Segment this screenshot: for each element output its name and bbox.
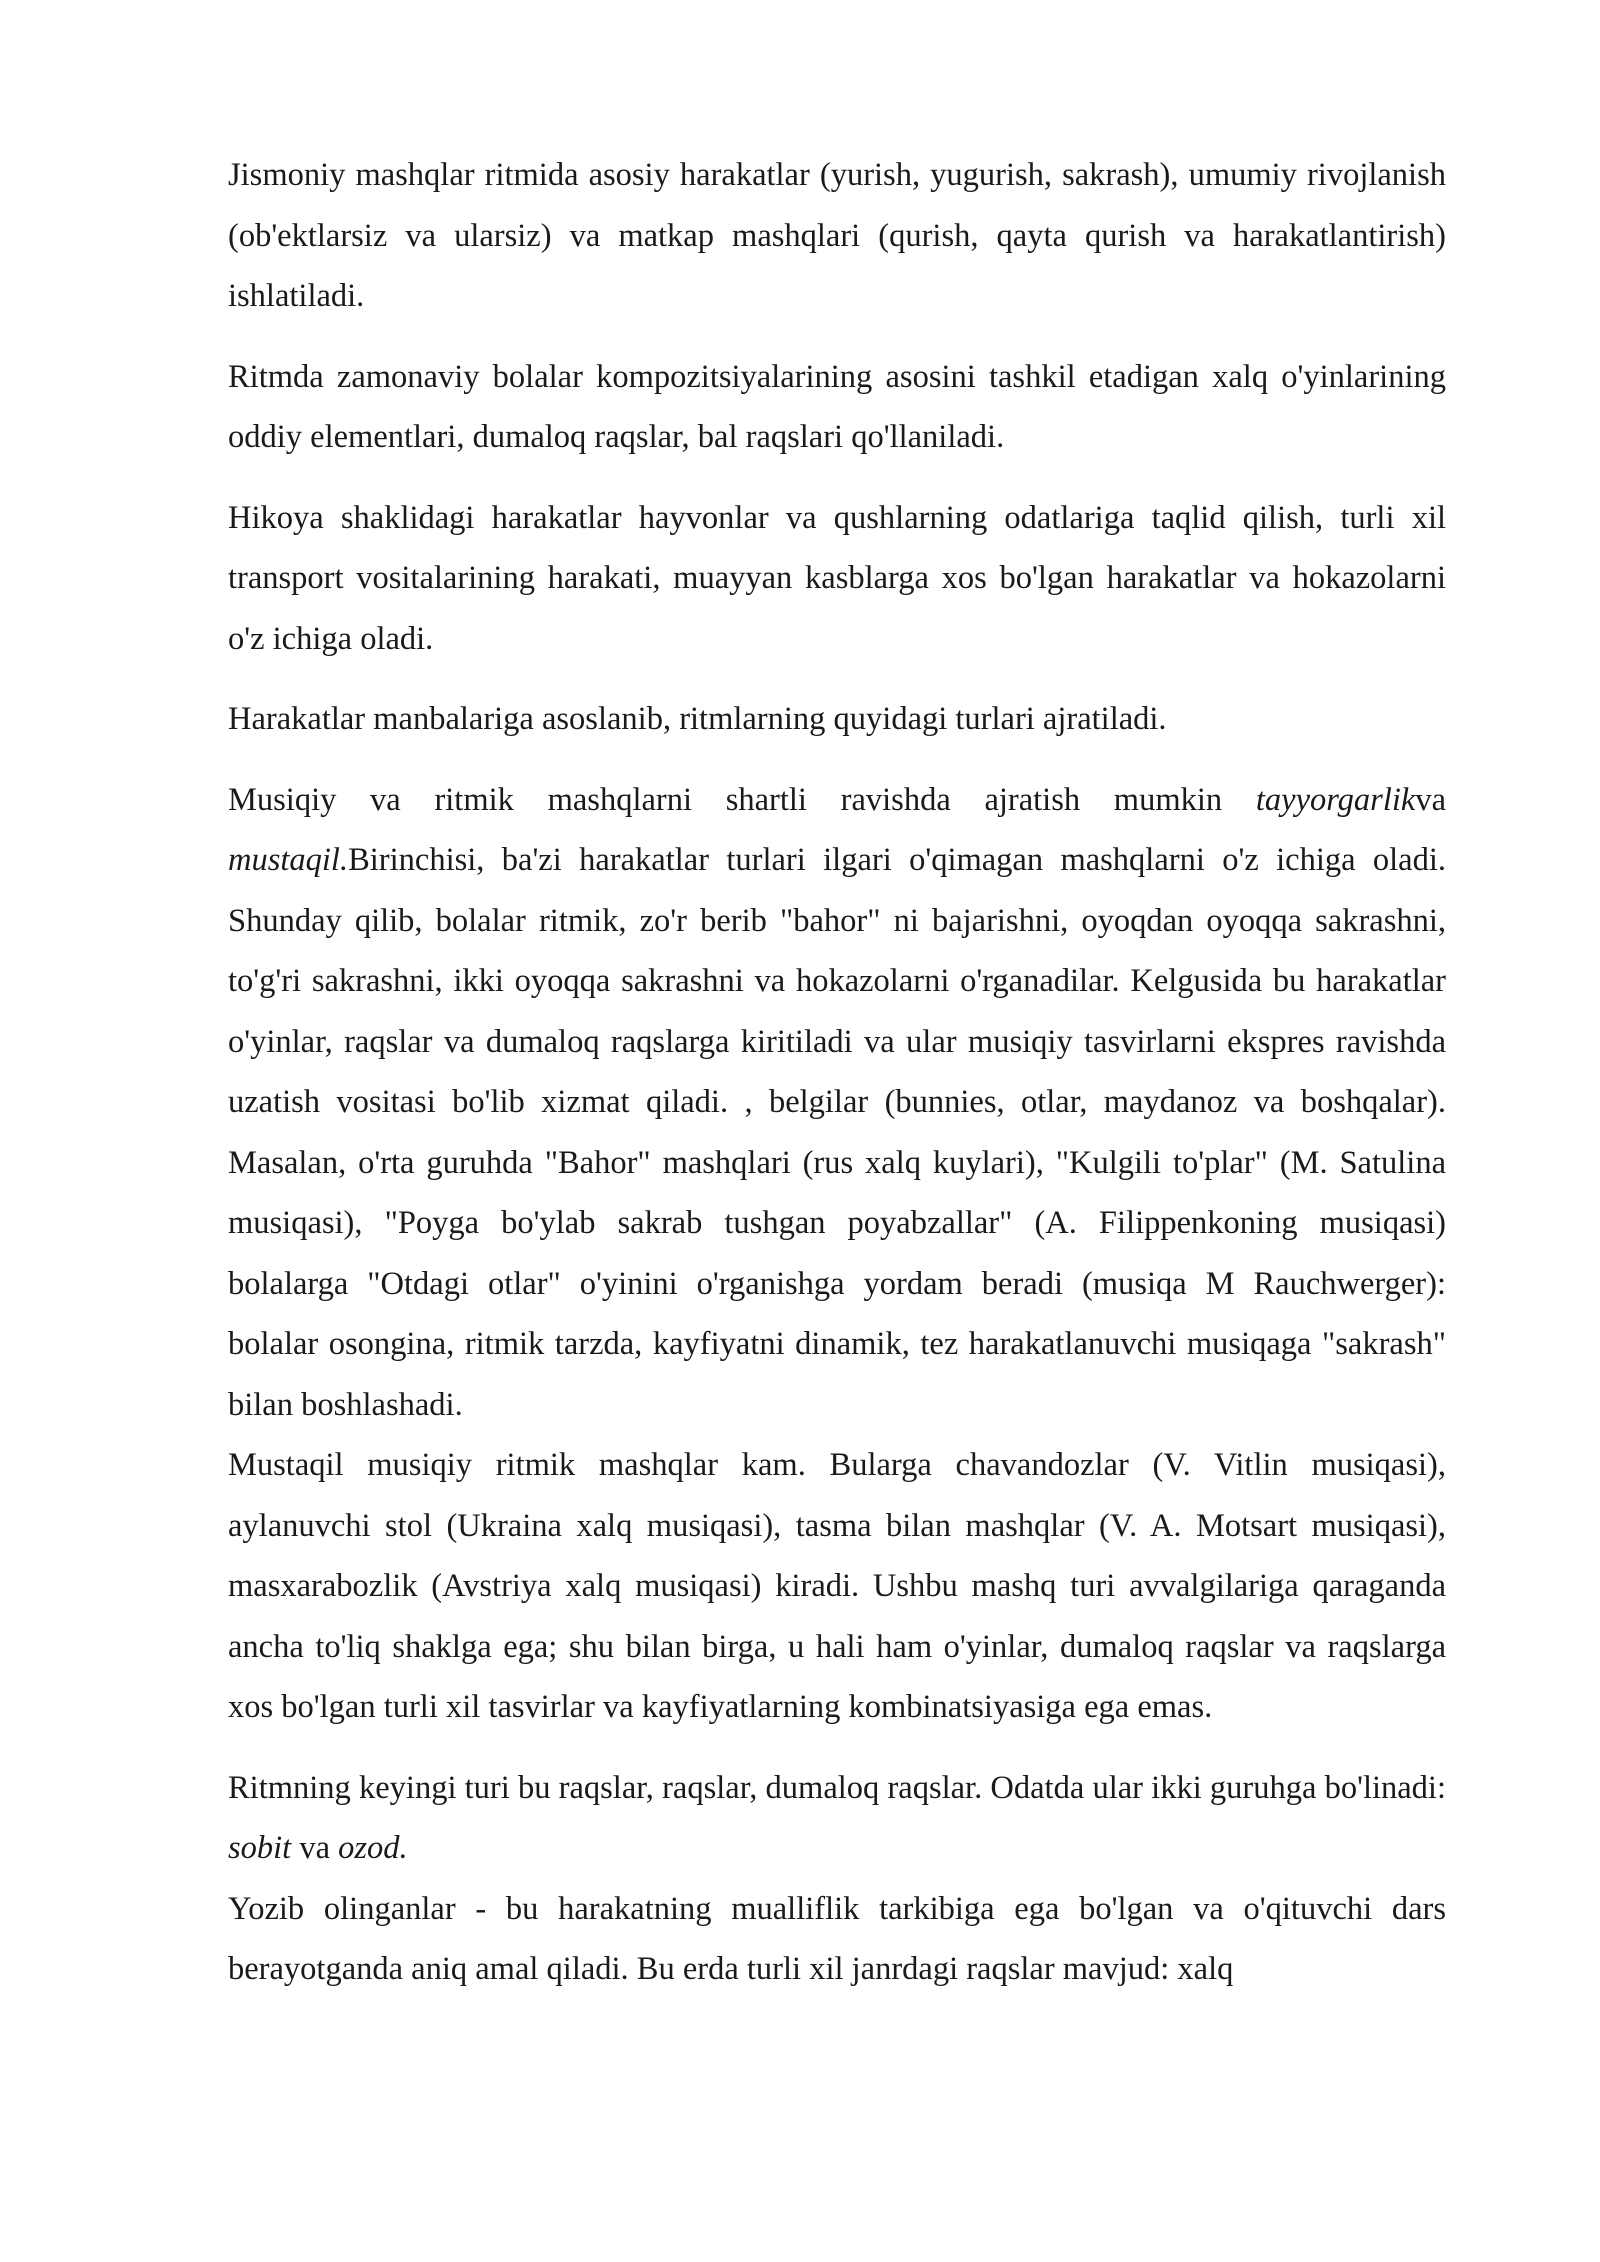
text-run: Birinchisi, ba'zi harakatlar turlari ilgari o'qimagan mashqlarni o'z ichiga oladi. Shunday qilib, bolalar ritmik, zo'r berib "bahor" ni bajarishni, oyoqdan oyoqqa sakrashni, to'g'ri sakrashni, ikki oyoqqa sakrashni va hokazolarni o'rganadilar. Kelgusida bu harakatlar o'yinlar, raqslar va dumaloq raqslarga kiritiladi va ular musiqiy tasvirlarni ekspres ravishda uzatish vositasi bo'lib xizmat qiladi. , belgilar (bunnies, otlar, maydanoz va boshqalar). Masalan, o'rta guruhda "Bahor" mashqlari (rus xalq kuylari), "Kulgili to'plar" (M. Satulina musiqasi), "Poyga bo'ylab sakrab tushgan poyabzallar" (A. Filippenkoning musiqasi) bolalarga "Otdagi otlar" o'yinini o'rganishga yordam beradi (musiqa M Rauchwerger): bolalar osongina, ritmik tarzda, kayfiyatni dinamik, tez harakatlanuvchi musiqaga "sakrash" bilan boshlashadi. — [228, 842, 1446, 1423]
paragraph-dance-types — [228, 1758, 1446, 1879]
paragraph-folk-elements: Ritmda zamonaviy bolalar kompozitsiyalarining asosini tashkil etadigan xalq o'yinlarining oddiy elementlari, dumaloq raqslar, bal raqslari qo'llaniladi. — [228, 358, 1446, 455]
italic-term: sobit — [228, 1830, 292, 1866]
text-run: va — [291, 1830, 339, 1866]
italic-term: mustaqil. — [228, 842, 349, 878]
paragraph-recorded-dances: Yozib olinganlar - bu harakatning mualliflik tarkibiga ega bo'lgan va o'qituvchi dars berayotganda aniq amal qiladi. Bu erda turli xil janrdagi raqslar mavjud: xalq — [228, 1890, 1446, 1987]
text-run: va — [1415, 781, 1446, 818]
italic-term: ozod. — [338, 1830, 408, 1866]
document-page — [228, 145, 1446, 2020]
paragraph-exercises: Jismoniy mashqlar ritmida asosiy harakatlar (yurish, yugurish, sakrash), umumiy rivojlanish (ob'ektlarsiz va ularsiz) va matkap mashqlari (qurish, qayta qurish va harakatlantirish) ishlatiladi. — [228, 157, 1446, 314]
paragraph-rhythm-types: Harakatlar manbalariga asoslanib, ritmlarning quyidagi turlari ajratiladi. — [228, 701, 1167, 737]
text-run: Musiqiy va ritmik mashqlarni shartli ravishda ajratish mumkin — [228, 781, 1256, 818]
text-run: Ritmning keyingi turi bu raqslar, raqslar, dumaloq raqslar. Odatda ular ikki guruhga bo'linadi: — [228, 1769, 1446, 1806]
paragraph-independent-exercises: Mustaqil musiqiy ritmik mashqlar kam. Bularga chavandozlar (V. Vitlin musiqasi), aylanuvchi stol (Ukraina xalq musiqasi), tasma bilan mashqlar (V. A. Motsart musiqasi), masxarabozlik (Avstriya xalq musiqasi) kiradi. Ushbu mashq turi avvalgilariga qaraganda ancha to'liq shaklga ega; shu bilan birga, u hali ham o'yinlar, dumaloq raqslar va raqslarga xos bo'lgan turli xil tasvirlar va kayfiyatlarning kombinatsiyasiga ega emas. — [228, 1447, 1446, 1725]
paragraph-musical-exercises — [228, 770, 1446, 1436]
italic-term: tayyorgarlik — [1255, 781, 1416, 818]
paragraph-story-movements: Hikoya shaklidagi harakatlar hayvonlar va qushlarning odatlariga taqlid qilish, turli xil transport vositalarining harakati, muayyan kasblarga xos bo'lgan harakatlar va hokazolarni o'z ichiga oladi. — [228, 499, 1446, 657]
